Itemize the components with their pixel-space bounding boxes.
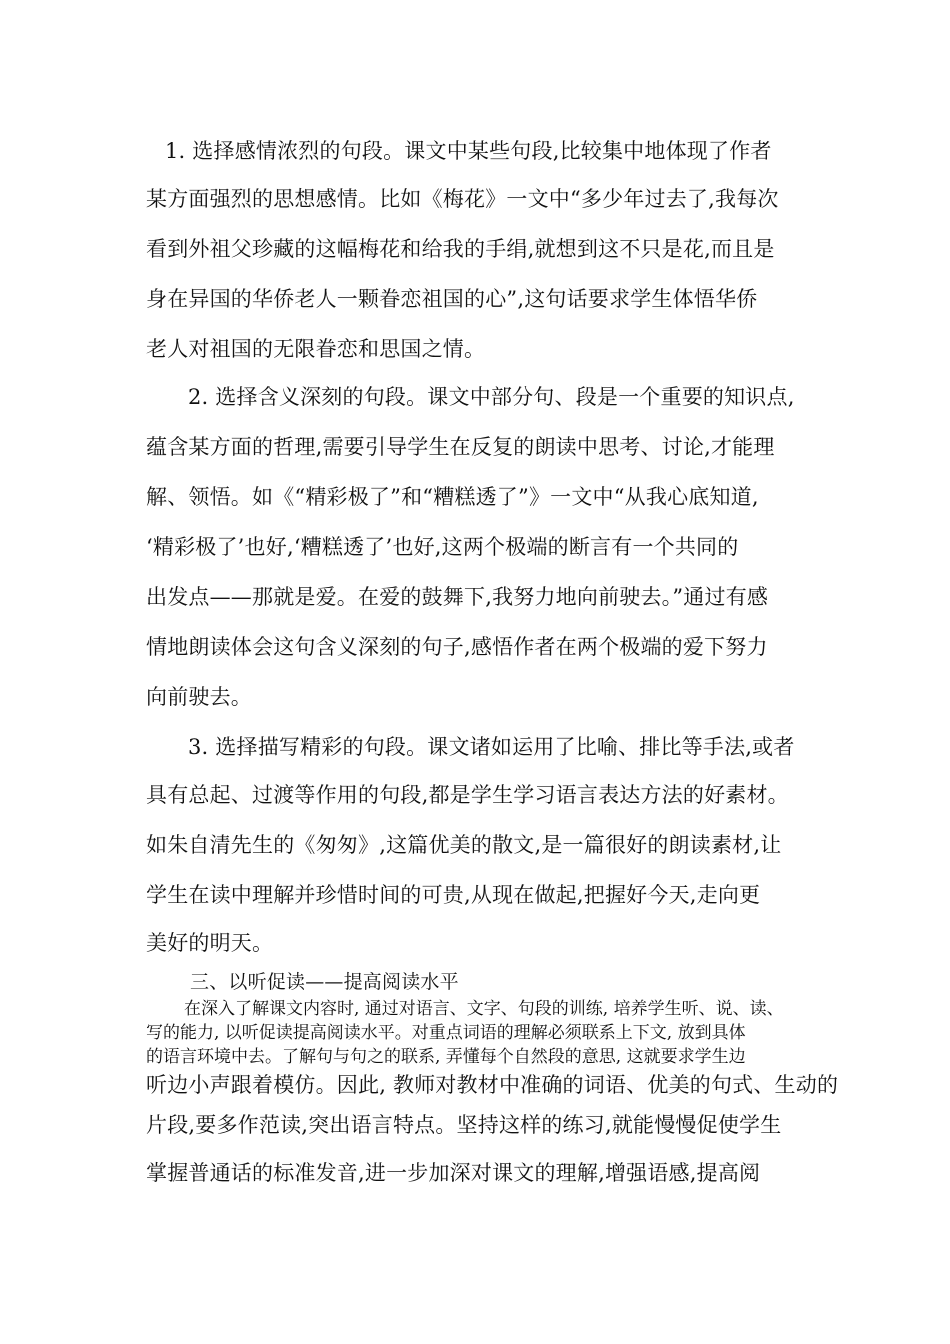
text-line: 在深入了解课文内容时, 通过对语言、文字、句段的训练, 培养学生听、说、读、 [184, 999, 784, 1019]
text-line: 2. 选择含义深刻的句段。课文中部分句、段是一个重要的知识点, [188, 385, 795, 409]
text-line: 看到外祖父珍藏的这幅梅花和给我的手绢,就想到这不只是花,而且是 [146, 237, 775, 261]
text-line: 具有总起、过渡等作用的句段,都是学生学习语言表达方法的好素材。 [146, 783, 789, 807]
text-line: 某方面强烈的思想感情。比如《梅花》一文中“多少年过去了,我每次 [146, 187, 779, 211]
section-heading: 三、以听促读——提高阅读水平 [190, 971, 459, 993]
text-line: 出发点——那就是爱。在爱的鼓舞下,我努力地向前驶去。”通过有感 [146, 585, 769, 609]
text-line: 蕴含某方面的哲理,需要引导学生在反复的朗读中思考、讨论,才能理 [146, 435, 775, 459]
text-line: 美好的明天。 [146, 931, 274, 955]
text-line: 片段,要多作范读,突出语言特点。坚持这样的练习,就能慢慢促使学生 [146, 1113, 782, 1137]
text-line: 掌握普通话的标准发音,进一步加深对课文的理解,增强语感,提高阅 [146, 1161, 761, 1185]
text-line: 听边小声跟着模仿。因此, 教师对教材中准确的词语、优美的句式、生动的 [146, 1073, 839, 1097]
text-line: ‘精彩极了’也好,‘糟糕透了’也好,这两个极端的断言有一个共同的 [146, 535, 739, 559]
text-line: 学生在读中理解并珍惜时间的可贵,从现在做起,把握好今天,走向更 [146, 883, 761, 907]
text-line: 3. 选择描写精彩的句段。课文诸如运用了比喻、排比等手法,或者 [188, 735, 795, 759]
text-line: 1. 选择感情浓烈的句段。课文中某些句段,比较集中地体现了作者 [165, 139, 772, 163]
text-line: 身在异国的华侨老人一颗眷恋祖国的心”,这句话要求学生体悟华侨 [146, 287, 758, 311]
text-line: 解、领悟。如《“精彩极了”和“糟糕透了”》一文中“从我心底知道, [146, 485, 759, 509]
text-line: 情地朗读体会这句含义深刻的句子,感悟作者在两个极端的爱下努力 [146, 635, 768, 659]
text-line: 的语言环境中去。了解句与句之的联系, 弄懂每个自然段的意思, 这就要求学生边 [146, 1047, 746, 1067]
text-line: 向前驶去。 [146, 685, 252, 709]
text-line: 老人对祖国的无限眷恋和思国之情。 [146, 337, 486, 361]
text-line: 写的能力, 以听促读提高阅读水平。对重点词语的理解必须联系上下文, 放到具体 [146, 1023, 746, 1043]
text-line: 如朱自清先生的《匆匆》,这篇优美的散文,是一篇很好的朗读素材,让 [146, 833, 782, 857]
